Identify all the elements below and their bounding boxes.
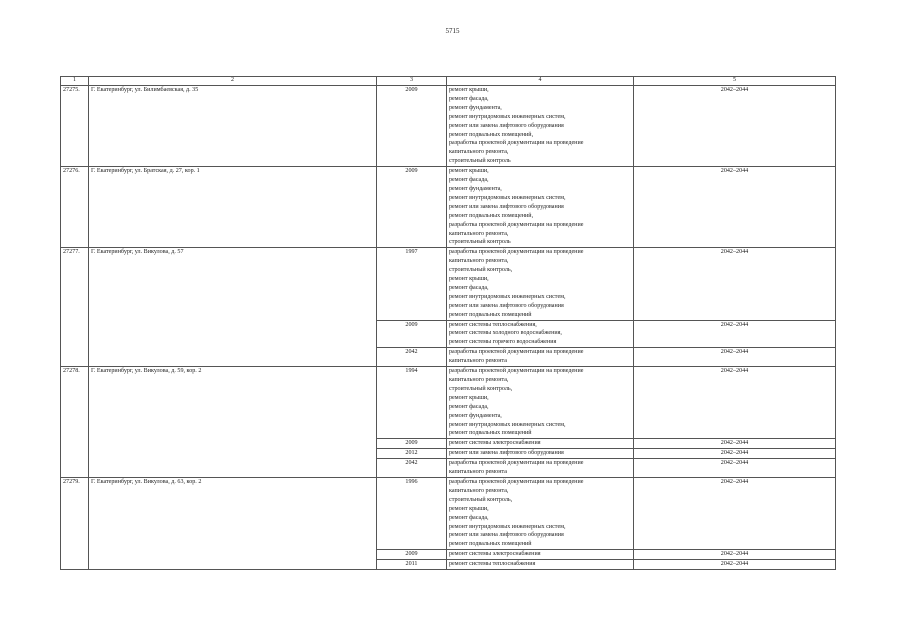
period-cell: 2042–2044 bbox=[634, 167, 836, 248]
year-cell: 1996 bbox=[377, 477, 447, 549]
period-cell: 2042–2044 bbox=[634, 320, 836, 348]
table-row bbox=[61, 167, 836, 248]
work-item: ремонт внутридомовых инженерных систем, bbox=[449, 523, 566, 530]
work-item: ремонт крыши, bbox=[449, 87, 489, 93]
row-number: 27279. bbox=[61, 477, 89, 569]
column-header: 1 bbox=[61, 77, 89, 86]
period-cell: 2042–2044 bbox=[634, 248, 836, 320]
row-number: 27278. bbox=[61, 367, 89, 478]
row-number: 27276. bbox=[61, 167, 89, 248]
work-item: строительный контроль bbox=[449, 158, 511, 165]
work-item: разработка проектной документации на проведение bbox=[449, 368, 584, 375]
address-cell: Г. Екатеринбург, ул. Братская, д. 27, кор. 1 bbox=[89, 167, 377, 248]
address-cell: Г. Екатеринбург, ул. Викулова, д. 59, кор. 2 bbox=[89, 367, 377, 478]
work-item: капитального ремонта, bbox=[449, 230, 509, 237]
work-item: ремонт крыши, bbox=[449, 394, 489, 401]
works-cell bbox=[447, 348, 634, 367]
work-item: ремонт внутридомовых инженерных систем, bbox=[449, 421, 566, 428]
work-item: капитального ремонта, bbox=[449, 377, 509, 383]
work-item: ремонт системы холодного водоснабжения, bbox=[449, 330, 562, 337]
work-item: капитального ремонта, bbox=[449, 149, 509, 156]
work-item: ремонт фасада, bbox=[449, 177, 489, 184]
period-cell: 2042–2044 bbox=[634, 367, 836, 439]
work-item: ремонт фундамента, bbox=[449, 412, 502, 419]
table-row bbox=[61, 86, 836, 167]
work-item: разработка проектной документации на проведение bbox=[449, 140, 584, 147]
work-item: ремонт системы теплоснабжения bbox=[449, 561, 536, 568]
works-cell bbox=[447, 459, 634, 478]
work-item: разработка проектной документации на проведение bbox=[449, 249, 584, 256]
column-header: 4 bbox=[447, 77, 634, 86]
year-cell: 1994 bbox=[377, 367, 447, 439]
work-item: ремонт подвальных помещений bbox=[449, 311, 532, 318]
period-cell: 2042–2044 bbox=[634, 86, 836, 167]
works-cell bbox=[447, 560, 634, 570]
address-cell: Г. Екатеринбург, ул. Билимбаевская, д. 35 bbox=[89, 86, 377, 167]
works-cell bbox=[447, 439, 634, 449]
page-number: 5715 bbox=[445, 27, 460, 35]
work-item: капитального ремонта bbox=[449, 358, 507, 365]
period-cell: 2042–2044 bbox=[634, 348, 836, 367]
column-header: 2 bbox=[89, 77, 377, 86]
work-item: ремонт внутридомовых инженерных систем, bbox=[449, 293, 566, 300]
year-cell: 2009 bbox=[377, 550, 447, 560]
works-cell bbox=[447, 367, 634, 439]
work-item: ремонт системы теплоснабжения, bbox=[449, 321, 537, 328]
work-item: ремонт системы электроснабжения bbox=[449, 551, 541, 558]
period-cell: 2042–2044 bbox=[634, 449, 836, 459]
work-item: разработка проектной документации на проведение bbox=[449, 349, 584, 356]
works-cell bbox=[447, 167, 634, 248]
work-item: ремонт фасада, bbox=[449, 284, 489, 291]
work-item: ремонт системы горячего водоснабжения bbox=[449, 339, 557, 346]
work-item: ремонт внутридомовых инженерных систем, bbox=[449, 194, 566, 201]
period-cell: 2042–2044 bbox=[634, 560, 836, 570]
work-item: ремонт подвальных помещений, bbox=[449, 131, 534, 138]
year-cell: 2011 bbox=[377, 560, 447, 570]
year-cell: 2042 bbox=[377, 459, 447, 478]
column-header: 3 bbox=[377, 77, 447, 86]
period-cell: 2042–2044 bbox=[634, 439, 836, 449]
work-item: ремонт фасада, bbox=[449, 95, 489, 102]
work-item: ремонт или замена лифтового оборудования bbox=[449, 450, 564, 457]
year-cell: 1997 bbox=[377, 248, 447, 320]
table-row bbox=[61, 248, 836, 320]
work-item: капитального ремонта, bbox=[449, 487, 509, 494]
work-item: ремонт подвальных помещений, bbox=[449, 212, 534, 219]
works-cell bbox=[447, 477, 634, 549]
year-cell: 2009 bbox=[377, 86, 447, 167]
works-cell bbox=[447, 86, 634, 167]
work-item: строительный контроль, bbox=[449, 385, 513, 392]
work-item: ремонт фасада, bbox=[449, 403, 489, 410]
work-item: строительный контроль, bbox=[449, 496, 513, 503]
row-number: 27277. bbox=[61, 248, 89, 367]
period-cell: 2042–2044 bbox=[634, 477, 836, 549]
works-cell bbox=[447, 550, 634, 560]
works-cell bbox=[447, 320, 634, 348]
row-number: 27275. bbox=[61, 86, 89, 167]
address-cell: Г. Екатеринбург, ул. Викулова, д. 57 bbox=[89, 248, 377, 367]
work-item: ремонт подвальных помещений bbox=[449, 541, 532, 548]
works-cell bbox=[447, 449, 634, 459]
period-cell: 2042–2044 bbox=[634, 459, 836, 478]
year-cell: 2012 bbox=[377, 449, 447, 459]
work-item: капитального ремонта, bbox=[449, 258, 509, 265]
period-cell: 2042–2044 bbox=[634, 550, 836, 560]
work-item: ремонт подвальных помещений bbox=[449, 430, 532, 437]
work-item: ремонт крыши, bbox=[449, 276, 489, 283]
year-cell: 2009 bbox=[377, 167, 447, 248]
address-cell: Г. Екатеринбург, ул. Викулова, д. 63, кор. 2 bbox=[89, 477, 377, 569]
table-row bbox=[61, 367, 836, 439]
work-item: ремонт или замена лифтового оборудования bbox=[449, 532, 564, 539]
work-item: ремонт или замена лифтового оборудования bbox=[449, 302, 564, 309]
work-item: ремонт или замена лифтового оборудования bbox=[449, 122, 564, 129]
work-item: ремонт системы электроснабжения bbox=[449, 440, 541, 447]
work-item: ремонт крыши, bbox=[449, 505, 489, 512]
work-item: ремонт фасада, bbox=[449, 514, 489, 521]
work-item: ремонт крыши, bbox=[449, 168, 489, 175]
year-cell: 2042 bbox=[377, 348, 447, 367]
work-item: строительный контроль, bbox=[449, 267, 513, 274]
work-item: разработка проектной документации на проведение bbox=[449, 460, 584, 467]
work-item: ремонт внутридомовых инженерных систем, bbox=[449, 113, 566, 120]
work-item: капитального ремонта bbox=[449, 469, 507, 476]
table-row bbox=[61, 477, 836, 549]
table-body bbox=[61, 86, 836, 570]
column-numbers-row bbox=[61, 77, 836, 86]
repair-schedule-table bbox=[60, 76, 836, 570]
year-cell: 2009 bbox=[377, 320, 447, 348]
year-cell: 2009 bbox=[377, 439, 447, 449]
work-item: разработка проектной документации на проведение bbox=[449, 221, 584, 228]
work-item: ремонт фундамента, bbox=[449, 185, 502, 192]
work-item: разработка проектной документации на проведение bbox=[449, 478, 584, 485]
work-item: ремонт фундамента, bbox=[449, 104, 502, 111]
column-header: 5 bbox=[634, 77, 836, 86]
works-cell bbox=[447, 248, 634, 320]
work-item: строительный контроль bbox=[449, 239, 511, 246]
work-item: ремонт или замена лифтового оборудования bbox=[449, 203, 564, 210]
